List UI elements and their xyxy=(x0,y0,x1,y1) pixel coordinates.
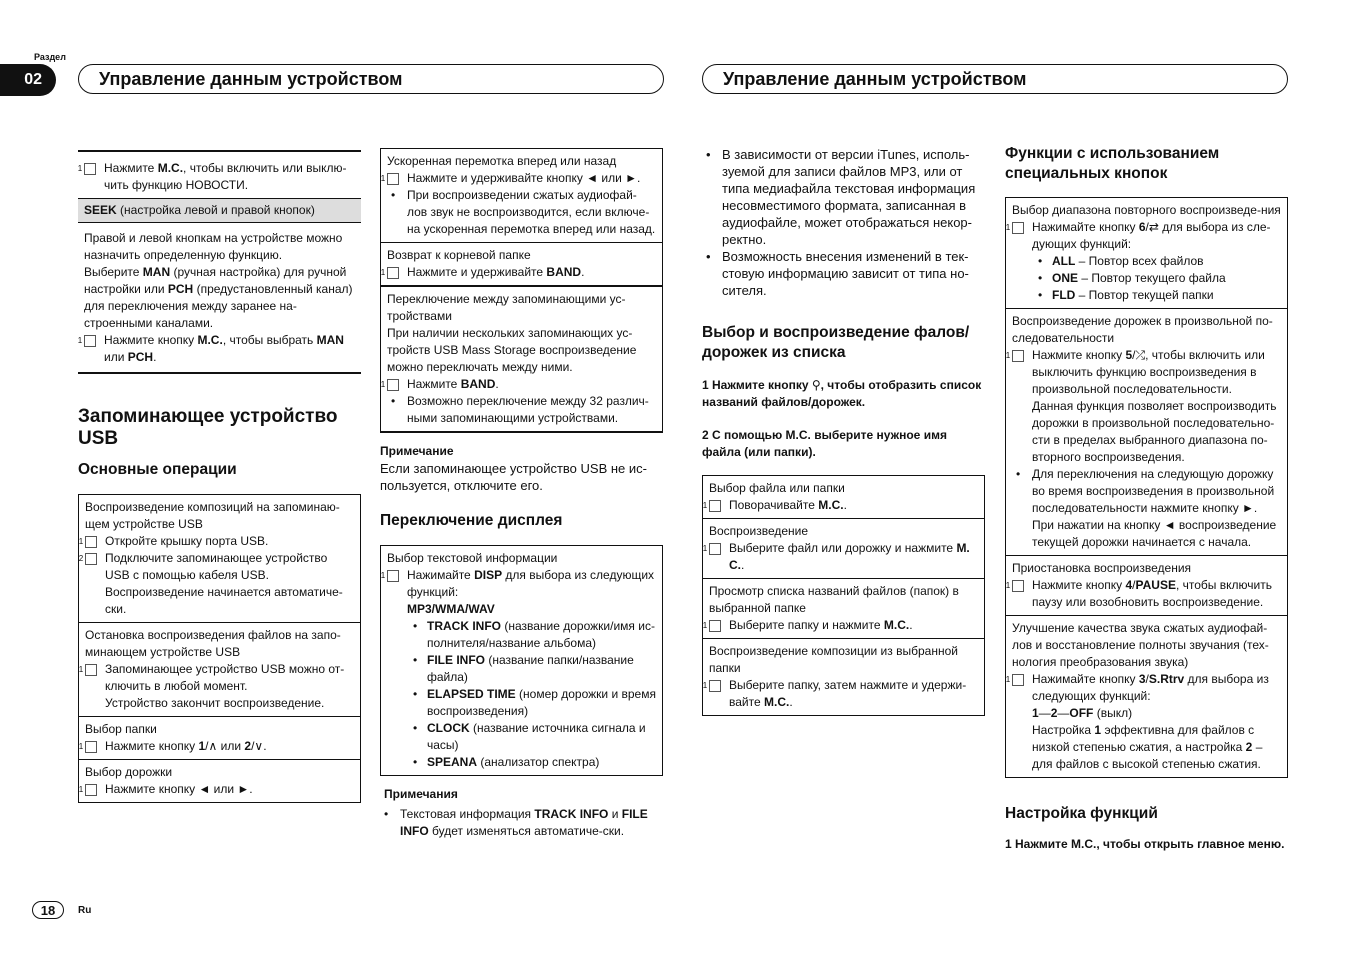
page-number: 18 xyxy=(32,901,64,919)
display-table xyxy=(380,545,663,776)
list-item: • FLD – Повтор текущей папки xyxy=(1012,287,1281,304)
editing-note: • Возможность внесения изменений в тек-стовую информацию зависит от типа но-сителя. xyxy=(702,248,985,299)
usb-ops-table xyxy=(78,494,361,803)
language-code: Ru xyxy=(78,905,92,916)
note-title: Примечание xyxy=(380,444,454,458)
fast-forward-cell: Ускоренная перемотка вперед или назад 1 Нажмите и удерживайте кнопку ◄ или ►. • При воспроизведении сжатых аудиофай-лов звук не воспроизводится, если включе-на ускоренная перемотка вперед или назад. xyxy=(381,149,662,243)
search-icon: ⚲ xyxy=(811,378,821,392)
display-heading: Переключение дисплея xyxy=(380,512,563,529)
text-info-cell: Выбор текстовой информации 1 Нажимайте DISP для выбора из следующих функций: MP3/WMA/WAV • TRACK INFO (название дорожки/имя ис-полнителя/название альбома) • FILE INFO (название папки/название файла) • ELAPSED TIME (номер дорожки и время воспроизведения) • CLOCK (название источника сигнала и часы) • SPEANA (анализатор спектра) xyxy=(381,546,662,775)
stop-usb-cell: Остановка воспроизведения файлов на запо-минающем устройстве USB 1 Запоминающее устройство USB можно от-ключить в любой момент. Устройство закончит воспроизведение. xyxy=(79,623,360,717)
switch-device-cell: Переключение между запоминающими ус-тройствами При наличии нескольких запоминающих ус-тройств USB Mass Storage воспроизведение можно переключать между ними. 1 Нажмите BAND. • Возможно переключение между 32 различ-ными запоминающими устройствами. xyxy=(381,287,662,431)
list-item: • SPEANA (анализатор спектра) xyxy=(387,754,656,771)
divider xyxy=(78,372,361,374)
func-settings-heading: Настройка функций xyxy=(1005,805,1158,822)
left-page-header xyxy=(78,64,664,94)
select-track-cell: Выбор дорожки 1 Нажмите кнопку ◄ или ►. xyxy=(78,765,253,796)
func-settings-step: 1 Нажмите M.C., чтобы открыть главное меню. xyxy=(1005,837,1285,851)
list-item: • CLOCK (название источника сигнала и часы) xyxy=(387,720,656,754)
browse-folder-cell: Просмотр списка названий файлов (папок) в выбранной папке 1 Выберите папку и нажмите M.C.. xyxy=(703,579,984,639)
notes-title: Примечания xyxy=(384,787,458,801)
seek-header: SEEK (настройка левой и правой кнопок) xyxy=(78,199,361,222)
up-arrow-icon: ∧ xyxy=(208,739,218,753)
column-1 xyxy=(78,150,361,803)
note-text: Если запоминающее устройство USB не ис-пользуется, отключите его. xyxy=(380,461,647,493)
step-number: 1 xyxy=(84,163,96,175)
news-step: 1 Нажмите M.C., чтобы включить или выклю-чить функцию НОВОСТИ. xyxy=(77,161,347,192)
shuffle-icon: ⤮ xyxy=(1135,348,1146,362)
srtrv-cell: Улучшение качества звука сжатых аудиофай-лов и восстановление полноты звучания (тех-нология преобразования звука) 1 Нажимайте кнопку 3/S.Rtrv для выбора из следующих функций: 1—2—OFF (выкл) Настройка 1 эффективна для файлов с низкой степенью сжатия, а настройка 2 – для файлов с высокой степенью сжатия. xyxy=(1005,621,1269,771)
list-item: • ONE – Повтор текущего файла xyxy=(1012,270,1281,287)
column-3 xyxy=(702,146,985,716)
itunes-note: • В зависимости от версии iTunes, исполь-зуемой для записи файлов MP3, или от типа медиафайла текстовая информация несовместимого формата, записанная в аудиофайле, может отображаться некор-ректно. xyxy=(702,146,985,248)
basic-ops-heading: Основные операции xyxy=(78,461,237,478)
list-heading: Выбор и воспроизведение фалов/дорожек из списка xyxy=(702,324,970,361)
left-page-title: Управление данным устройством xyxy=(99,68,403,89)
list-step-2: 2 С помощью M.C. выберите нужное имя файла (или папки). xyxy=(702,428,947,459)
list-table xyxy=(702,475,985,716)
play-folder-cell: Воспроизведение композиции из выбранной папки 1 Выберите папку, затем нажмите и удержи-вайте M.C.. xyxy=(702,644,967,709)
usb-ops-table-2 xyxy=(380,148,663,433)
pause-cell: Приостановка воспроизведения 1 Нажмите кнопку 4/PAUSE, чтобы включить паузу или возобновить воспроизведение. xyxy=(1006,556,1287,616)
select-folder-cell: Выбор папки 1 Нажмите кнопку 1/∧ или 2/∨. xyxy=(79,717,360,760)
column-4 xyxy=(1005,144,1288,853)
repeat-cell: Выбор диапазона повторного воспроизведе-ния 1 Нажимайте кнопку 6/⇄ для выбора из сле-дующих функций: • ALL – Повтор всех файлов • ONE – Повтор текущего файла • FLD – Повтор текущей папки xyxy=(1006,198,1287,309)
section-label: Раздел xyxy=(34,52,66,62)
playback-cell: Воспроизведение 1 Выберите файл или дорожку и нажмите M. C.. xyxy=(703,519,984,579)
list-item: • ALL – Повтор всех файлов xyxy=(1012,253,1281,270)
usb-heading: Запоминающее устройство USB xyxy=(78,406,338,449)
list-item: • ELAPSED TIME (номер дорожки и время воспроизведения) xyxy=(387,686,656,720)
special-keys-table xyxy=(1005,197,1288,778)
right-page-title: Управление данным устройством xyxy=(723,68,1027,89)
notes-text: • Текстовая информация TRACK INFO и FILE INFO будет изменяться автоматиче-ски. xyxy=(380,806,663,840)
down-arrow-icon: ∨ xyxy=(254,739,264,753)
list-step-1: 1 Нажмите кнопку ⚲, чтобы отобразить список названий файлов/дорожек. xyxy=(702,378,982,409)
random-cell: Воспроизведение дорожек в произвольной по-следовательности 1 Нажмите кнопку 5/⤮, чтобы включить или выключить функцию воспроизведения в произвольной последовательности. Данная функция позволяет воспроизводить дорожки в произвольной последовательно-сти в пределах выбранного диапазона по-вторного воспроизведения. • Для переключения на следующую дорожку во время воспроизведения в произвольной последовательности нажмите кнопку ►. При нажатии на кнопку ◄ воспроизведение текущей дорожки начинается с начала. xyxy=(1006,309,1287,556)
list-item: • TRACK INFO (название дорожки/имя ис-полнителя/название альбома) xyxy=(387,618,656,652)
column-2 xyxy=(380,148,663,840)
seek-step: 1 Нажмите кнопку M.C., чтобы выбрать MAN или PCH. xyxy=(77,333,344,364)
repeat-icon: ⇄ xyxy=(1148,220,1159,234)
seek-description: Правой и левой кнопкам на устройстве можно назначить определенную функцию. Выберите MAN (ручная настройка) для ручной настройки или PCH (предустановленный канал) для переключения между заранее на-строенными каналами. 1 Нажмите кнопку M.C., чтобы выбрать MAN или PCH. xyxy=(78,223,361,370)
right-page-header xyxy=(702,64,1288,94)
select-file-cell: Выбор файла или папки 1 Поворачивайте M.C.. xyxy=(703,476,984,519)
play-usb-cell: Воспроизведение композиций на запоминаю-щем устройстве USB 1 Откройте крышку порта USB. 2 Подключите запоминающее устройство USB с помощью кабеля USB. Воспроизведение начинается автоматиче-ски. xyxy=(79,495,360,623)
section-number: 02 xyxy=(0,64,56,96)
list-item: • FILE INFO (название папки/название файла) xyxy=(387,652,656,686)
root-folder-cell: Возврат к корневой папке 1 Нажмите и удерживайте BAND. xyxy=(381,243,662,287)
special-keys-heading: Функции с использованием специальных кнопок xyxy=(1005,145,1220,182)
